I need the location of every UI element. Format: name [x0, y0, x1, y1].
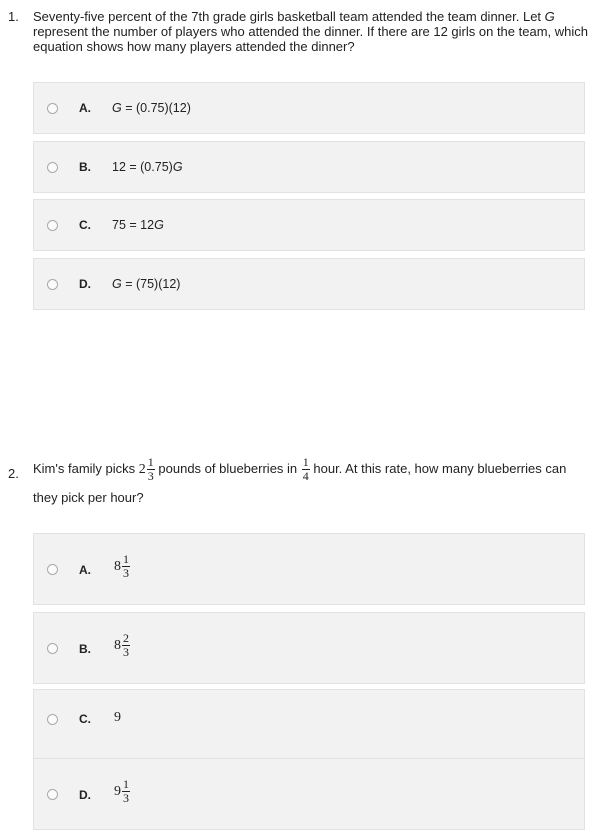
- option-letter: D.: [79, 788, 91, 802]
- radio-button[interactable]: [47, 279, 58, 290]
- option-text: 12 = (0.75)G: [112, 160, 183, 174]
- question-number: 1.: [8, 9, 19, 24]
- option-whole-number: 9: [114, 710, 121, 725]
- radio-button[interactable]: [47, 162, 58, 173]
- answer-option-d[interactable]: [33, 258, 585, 310]
- option-letter: D.: [79, 277, 91, 291]
- answer-option-b[interactable]: [33, 141, 585, 193]
- radio-button[interactable]: [47, 564, 58, 575]
- option-letter: A.: [79, 563, 91, 577]
- answer-option-a[interactable]: [33, 533, 585, 605]
- radio-button[interactable]: [47, 220, 58, 231]
- answer-option-a[interactable]: [33, 82, 585, 134]
- radio-button[interactable]: [47, 103, 58, 114]
- option-letter: B.: [79, 160, 91, 174]
- answer-option-c[interactable]: [33, 199, 585, 251]
- answer-option-d[interactable]: [33, 758, 585, 830]
- question-number: 2.: [8, 466, 19, 481]
- mixed-number: 2 $\frac{1}{3}$: [138, 455, 154, 484]
- option-letter: C.: [79, 218, 91, 232]
- radio-button[interactable]: [47, 789, 58, 800]
- fraction: $\frac{1}{4}$: [302, 455, 309, 484]
- option-text: 75 = 12G: [112, 218, 164, 232]
- option-letter: C.: [79, 712, 91, 726]
- variable: G: [544, 9, 555, 24]
- question-text: Kim's family picks 2 $\frac{1}{3}$ pounds of blueberries in $\frac{1}{4}$ hour. At this rate, how many blueberries can they pick per hour?: [33, 455, 567, 505]
- option-mixed-number: 8 $\frac{1}{3}$: [114, 552, 129, 580]
- option-mixed-number: 8 $\frac{2}{3}$: [114, 631, 129, 659]
- radio-button[interactable]: [47, 714, 58, 725]
- radio-button[interactable]: [47, 643, 58, 654]
- option-letter: B.: [79, 642, 91, 656]
- option-letter: A.: [79, 101, 91, 115]
- option-mixed-number: 9 $\frac{1}{3}$: [114, 777, 129, 805]
- option-text: G = (0.75)(12): [112, 101, 191, 115]
- question-text: Seventy-five percent of the 7th grade girls basketball team attended the team dinner. Let G represent the number of players who attended the dinner. If there are 12 girls on the team, which equation shows how many players attended the dinner?: [33, 9, 588, 54]
- option-text: G = (75)(12): [112, 277, 181, 291]
- answer-option-c[interactable]: [33, 689, 585, 761]
- answer-option-b[interactable]: [33, 612, 585, 684]
